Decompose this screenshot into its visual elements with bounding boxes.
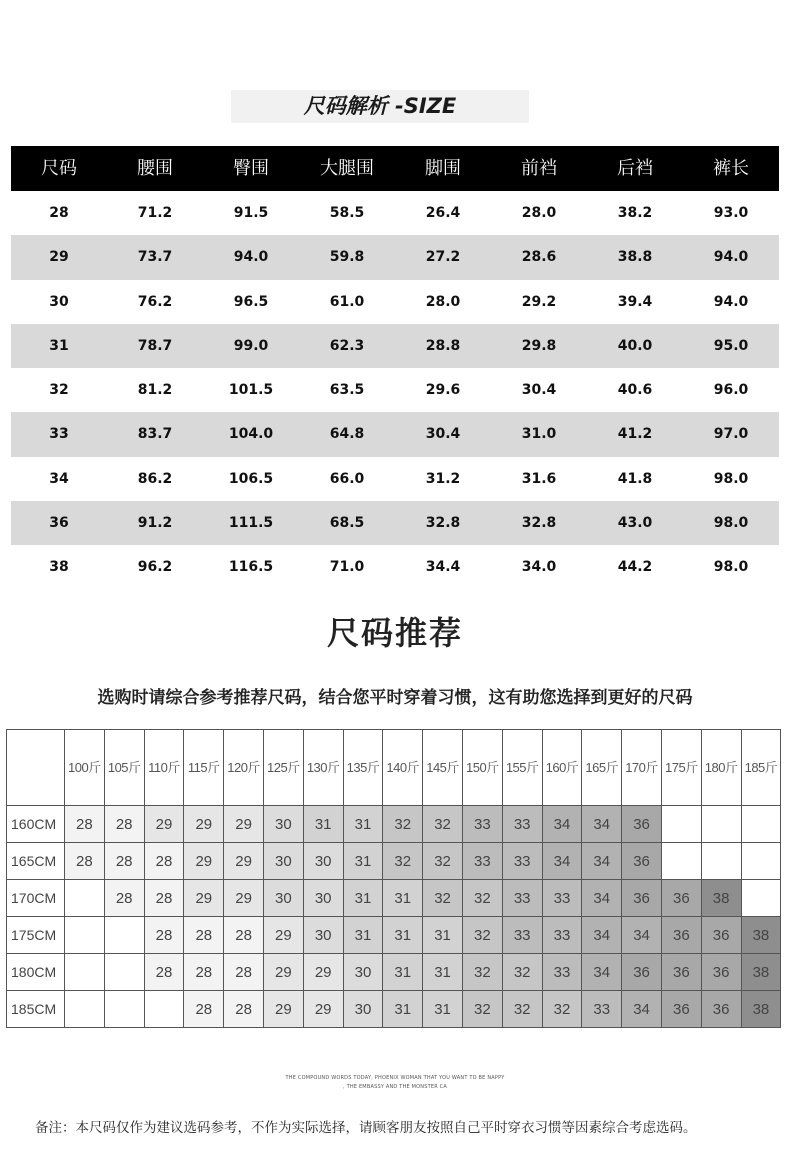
spec-table-row [11, 235, 779, 279]
size-cell: 32 [502, 991, 542, 1028]
spec-table-row [11, 368, 779, 412]
spec-header-cell: 腰围 [137, 158, 173, 179]
size-cell: 28 [184, 917, 224, 954]
spec-cell: 94.0 [713, 249, 749, 266]
spec-cell: 39.4 [617, 293, 653, 310]
weight-header-cell [263, 730, 303, 806]
size-cell [65, 880, 105, 917]
spec-cell: 29.6 [425, 382, 461, 399]
spec-cell: 34 [49, 470, 69, 487]
size-cell: 30 [343, 954, 383, 991]
size-cell: 33 [542, 917, 582, 954]
size-cell: 28 [144, 917, 184, 954]
spec-cell: 116.5 [228, 559, 274, 576]
size-cell: 30 [303, 917, 343, 954]
weight-header-cell [224, 730, 264, 806]
size-cell [65, 954, 105, 991]
grid-row [7, 917, 781, 954]
spec-cell: 63.5 [329, 382, 365, 399]
spec-cell: 29.2 [521, 293, 557, 310]
spec-cell: 58.5 [329, 205, 365, 221]
spec-cell: 28.0 [425, 293, 461, 310]
size-cell: 28 [224, 991, 264, 1028]
weight-label: 185斤 [744, 760, 778, 775]
spec-table-row [11, 191, 779, 235]
spec-cell: 62.3 [329, 337, 365, 354]
spec-cell: 33 [49, 426, 69, 443]
size-cell: 31 [383, 917, 423, 954]
spec-cell: 94.0 [713, 293, 749, 310]
size-cell: 32 [502, 954, 542, 991]
weight-label: 130斤 [306, 760, 340, 775]
spec-cell: 40.6 [617, 382, 653, 399]
spec-cell: 111.5 [228, 515, 274, 532]
spec-table-row [11, 280, 779, 324]
grid-row [7, 806, 781, 843]
size-cell: 33 [542, 954, 582, 991]
weight-header-cell [622, 730, 662, 806]
size-cell [741, 880, 781, 917]
grid-row [7, 880, 781, 917]
size-cell [661, 806, 701, 843]
spec-cell: 95.0 [713, 337, 749, 354]
spec-cell: 41.2 [617, 426, 653, 443]
spec-cell: 27.2 [425, 249, 461, 266]
size-cell: 32 [423, 806, 463, 843]
size-cell: 29 [303, 954, 343, 991]
size-cell: 29 [263, 917, 303, 954]
size-cell: 34 [622, 991, 662, 1028]
weight-header-cell [462, 730, 502, 806]
size-cell: 36 [701, 917, 741, 954]
height-label: 175CM [7, 917, 65, 954]
spec-cell: 34.4 [425, 559, 461, 576]
size-cell: 28 [104, 806, 144, 843]
size-cell [104, 954, 144, 991]
size-cell: 38 [741, 991, 781, 1028]
size-cell: 29 [263, 954, 303, 991]
spec-header-cell: 臀围 [233, 158, 269, 179]
size-cell: 34 [582, 954, 622, 991]
size-cell: 30 [343, 991, 383, 1028]
spec-cell: 28.6 [521, 249, 557, 266]
spec-cell: 61.0 [329, 293, 365, 310]
weight-label: 155斤 [505, 760, 539, 775]
size-cell: 31 [423, 991, 463, 1028]
weight-label: 100斤 [68, 760, 101, 775]
weight-header-cell [741, 730, 781, 806]
size-cell: 28 [184, 954, 224, 991]
size-cell: 29 [184, 843, 224, 880]
size-spec-table [11, 146, 779, 590]
weight-label: 165斤 [585, 760, 619, 775]
size-cell: 29 [224, 843, 264, 880]
spec-cell: 73.7 [137, 249, 173, 266]
size-cell: 30 [263, 880, 303, 917]
size-cell: 32 [462, 991, 502, 1028]
weight-label: 115斤 [187, 760, 220, 775]
spec-table-row [11, 545, 779, 589]
height-label: 165CM [7, 843, 65, 880]
spec-cell: 93.0 [713, 205, 749, 221]
spec-header-cell: 后裆 [617, 158, 653, 179]
size-cell [144, 991, 184, 1028]
spec-header-cell: 前裆 [521, 158, 557, 179]
size-cell: 36 [661, 954, 701, 991]
weight-label: 135斤 [346, 760, 380, 775]
size-cell: 31 [383, 954, 423, 991]
size-cell [65, 991, 105, 1028]
size-cell: 34 [542, 806, 582, 843]
size-cell: 36 [701, 954, 741, 991]
size-cell: 36 [661, 880, 701, 917]
size-cell [701, 806, 741, 843]
spec-cell: 86.2 [137, 470, 173, 487]
size-cell: 38 [741, 917, 781, 954]
size-cell: 36 [622, 880, 662, 917]
grid-corner-cell [7, 730, 65, 806]
size-cell: 28 [184, 991, 224, 1028]
spec-cell: 81.2 [137, 382, 173, 399]
size-cell: 34 [582, 843, 622, 880]
spec-cell: 38.2 [617, 205, 653, 221]
size-cell: 29 [303, 991, 343, 1028]
weight-header-cell [303, 730, 343, 806]
size-cell: 36 [622, 843, 662, 880]
spec-cell: 32 [49, 382, 69, 399]
spec-cell: 71.2 [137, 205, 173, 221]
size-cell: 34 [582, 806, 622, 843]
size-cell [741, 843, 781, 880]
spec-cell: 96.5 [233, 293, 269, 310]
spec-cell: 98.0 [713, 559, 749, 576]
size-cell: 32 [462, 954, 502, 991]
size-cell: 28 [104, 880, 144, 917]
size-title: 尺码解析 -SIZE [303, 94, 457, 118]
footer-slogan-line1: THE COMPOUND WORDS TODAY, PHOENIX WOMAN THAT YOU WANT TO BE NAPPY [285, 1075, 505, 1081]
size-cell: 30 [263, 806, 303, 843]
size-cell: 29 [184, 806, 224, 843]
spec-cell: 78.7 [137, 337, 173, 354]
size-cell [65, 917, 105, 954]
height-label: 170CM [7, 880, 65, 917]
footer-slogan-line2: , THE EMBASSY AND THE MONSTER CA [343, 1084, 447, 1090]
spec-cell: 26.4 [425, 205, 461, 221]
size-cell: 33 [462, 843, 502, 880]
spec-cell: 91.5 [233, 205, 269, 221]
size-cell: 32 [423, 880, 463, 917]
spec-cell: 101.5 [228, 382, 274, 399]
size-cell: 33 [542, 880, 582, 917]
spec-cell: 36 [49, 515, 69, 532]
size-cell: 31 [343, 880, 383, 917]
spec-cell: 30.4 [521, 382, 557, 399]
spec-cell: 38 [49, 559, 69, 576]
spec-header-cell: 脚围 [425, 158, 461, 179]
grid-row [7, 991, 781, 1028]
spec-cell: 31 [49, 337, 69, 354]
spec-cell: 30.4 [425, 426, 461, 443]
size-cell: 32 [423, 843, 463, 880]
spec-cell: 32.8 [425, 515, 461, 532]
spec-cell: 29.8 [521, 337, 557, 354]
size-cell: 33 [502, 843, 542, 880]
spec-cell: 104.0 [228, 426, 274, 443]
spec-table-body [11, 191, 779, 590]
spec-cell: 99.0 [233, 337, 269, 354]
size-cell: 33 [582, 991, 622, 1028]
size-cell [661, 843, 701, 880]
spec-cell: 96.0 [713, 382, 749, 399]
weight-label: 120斤 [227, 760, 260, 775]
spec-cell: 96.2 [137, 559, 173, 576]
weight-header-cell [582, 730, 622, 806]
spec-cell: 59.8 [329, 249, 365, 266]
size-cell: 33 [502, 917, 542, 954]
spec-cell: 28 [49, 205, 69, 221]
size-cell: 31 [383, 880, 423, 917]
size-cell: 38 [701, 880, 741, 917]
size-recommendation-grid [6, 729, 781, 1028]
size-cell: 36 [622, 806, 662, 843]
spec-cell: 43.0 [617, 515, 653, 532]
weight-label: 140斤 [386, 760, 420, 775]
spec-table-header [11, 146, 779, 191]
size-cell: 38 [741, 954, 781, 991]
spec-cell: 31.2 [425, 470, 461, 487]
size-cell: 31 [303, 806, 343, 843]
weight-header-cell [502, 730, 542, 806]
size-cell: 36 [701, 991, 741, 1028]
size-cell: 36 [661, 991, 701, 1028]
spec-cell: 71.0 [329, 559, 365, 576]
grid-header-row [7, 730, 781, 806]
spec-cell: 83.7 [137, 426, 173, 443]
weight-label: 160斤 [545, 760, 579, 775]
weight-header-cell [65, 730, 105, 806]
grid-row [7, 954, 781, 991]
spec-cell: 94.0 [233, 249, 269, 266]
size-cell [104, 917, 144, 954]
size-cell: 30 [303, 880, 343, 917]
spec-cell: 28.0 [521, 205, 557, 221]
spec-cell: 41.8 [617, 470, 653, 487]
size-cell: 28 [104, 843, 144, 880]
height-label: 160CM [7, 806, 65, 843]
size-cell: 28 [65, 843, 105, 880]
size-cell: 32 [383, 843, 423, 880]
grid-row [7, 843, 781, 880]
size-cell: 32 [462, 880, 502, 917]
size-cell: 31 [423, 954, 463, 991]
spec-cell: 66.0 [329, 470, 365, 487]
size-cell: 30 [263, 843, 303, 880]
size-cell: 32 [383, 806, 423, 843]
spec-table-row [11, 412, 779, 456]
size-cell: 28 [224, 954, 264, 991]
size-cell: 30 [303, 843, 343, 880]
spec-cell: 64.8 [329, 426, 365, 443]
footer-note: 备注：本尺码仅作为建议选码参考，不作为实际选择，请顾客朋友按照自己平时穿衣习惯等因素综合考虑选码。 [35, 1120, 697, 1136]
weight-header-cell [343, 730, 383, 806]
size-cell [104, 991, 144, 1028]
height-label: 185CM [7, 991, 65, 1028]
size-cell: 29 [263, 991, 303, 1028]
size-cell [741, 806, 781, 843]
spec-cell: 38.8 [617, 249, 653, 266]
weight-header-cell [661, 730, 701, 806]
weight-label: 125斤 [267, 760, 300, 775]
size-cell: 33 [462, 806, 502, 843]
size-cell: 28 [144, 954, 184, 991]
spec-cell: 30 [49, 293, 69, 310]
weight-header-cell [423, 730, 463, 806]
spec-cell: 31.6 [521, 470, 557, 487]
size-cell: 31 [343, 806, 383, 843]
spec-cell: 40.0 [617, 337, 653, 354]
weight-label: 145斤 [426, 760, 459, 775]
size-cell: 31 [343, 917, 383, 954]
spec-cell: 34.0 [521, 559, 557, 576]
size-cell: 28 [144, 880, 184, 917]
size-cell: 36 [622, 954, 662, 991]
height-label: 180CM [7, 954, 65, 991]
spec-cell: 98.0 [713, 515, 749, 532]
weight-header-cell [144, 730, 184, 806]
weight-label: 105斤 [107, 760, 141, 775]
spec-cell: 97.0 [713, 426, 749, 443]
weight-header-cell [184, 730, 224, 806]
size-cell: 31 [423, 917, 463, 954]
size-cell: 33 [502, 806, 542, 843]
size-cell: 28 [65, 806, 105, 843]
spec-header-cell: 裤长 [713, 158, 749, 179]
size-cell: 29 [224, 880, 264, 917]
weight-header-cell [701, 730, 741, 806]
size-cell: 31 [343, 843, 383, 880]
size-cell: 32 [542, 991, 582, 1028]
weight-header-cell [542, 730, 582, 806]
spec-header-cell: 大腿围 [320, 158, 374, 179]
size-cell: 28 [144, 843, 184, 880]
weight-label: 110斤 [148, 760, 180, 775]
size-cell [701, 843, 741, 880]
size-cell: 34 [582, 917, 622, 954]
spec-header-cell: 尺码 [41, 158, 77, 179]
size-cell: 29 [224, 806, 264, 843]
spec-cell: 76.2 [137, 293, 173, 310]
size-cell: 32 [462, 917, 502, 954]
spec-cell: 28.8 [425, 337, 461, 354]
size-cell: 28 [224, 917, 264, 954]
size-cell: 34 [542, 843, 582, 880]
spec-table-row [11, 324, 779, 368]
size-cell: 33 [502, 880, 542, 917]
spec-cell: 91.2 [137, 515, 173, 532]
weight-header-cell [383, 730, 423, 806]
size-cell: 31 [383, 991, 423, 1028]
recommend-subtitle: 选购时请综合参考推荐尺码，结合您平时穿着习惯，这有助您选择到更好的尺码 [97, 688, 693, 708]
recommend-title: 尺码推荐 [326, 614, 463, 652]
size-cell: 34 [582, 880, 622, 917]
size-cell: 36 [661, 917, 701, 954]
spec-table-row [11, 457, 779, 501]
spec-cell: 29 [49, 249, 69, 266]
weight-label: 175斤 [665, 760, 698, 775]
spec-cell: 31.0 [521, 426, 557, 443]
size-cell: 34 [622, 917, 662, 954]
spec-cell: 44.2 [617, 559, 653, 576]
weight-label: 150斤 [466, 760, 499, 775]
spec-cell: 32.8 [521, 515, 557, 532]
spec-cell: 106.5 [228, 470, 274, 487]
weight-label: 180斤 [704, 760, 738, 775]
spec-table-row [11, 501, 779, 545]
weight-header-cell [104, 730, 144, 806]
spec-cell: 68.5 [329, 515, 365, 532]
size-cell: 29 [184, 880, 224, 917]
weight-label: 170斤 [625, 760, 658, 775]
size-cell: 29 [144, 806, 184, 843]
spec-cell: 98.0 [713, 470, 749, 487]
